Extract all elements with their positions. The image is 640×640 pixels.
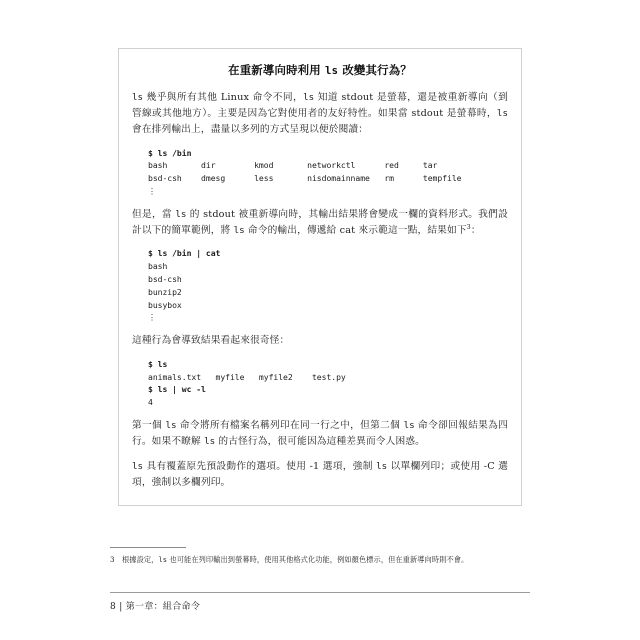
paragraph-4 (132, 418, 508, 450)
paragraph-4-text-e: 命令卻回報結果為四行。如果不瞭解 (132, 419, 508, 447)
paragraph-1-text-d: 知道 stdout 是螢幕，還是被重新導向（到管線或其他地方）。主要是因為它對使用者的友好特性。如果當 stdout 是螢幕時， (132, 91, 508, 119)
inline-code: ls (403, 419, 415, 431)
paragraph-5-text-b: 具有覆蓋原先預設動作的選項。使用 -1 選項，強制 (143, 460, 377, 472)
code-output-line: ⋮ (148, 312, 157, 323)
code-command: $ ls /bin (148, 147, 192, 158)
paragraph-2-text-e: 命令的輸出，傳遞給 cat 來示範這一點，結果如下 (244, 224, 467, 236)
paragraph-2 (132, 207, 508, 239)
code-output-line: animals.txt myfile myfile2 test.py (148, 371, 346, 382)
paragraph-4-text-a: 第一個 (132, 419, 166, 431)
code-block-1 (148, 147, 508, 198)
code-output-line: busybox (148, 299, 182, 310)
sidebar-title (132, 63, 508, 79)
code-block-3 (148, 358, 508, 409)
code-output-line: bash dir kmod networkctl red tar (148, 160, 438, 171)
footnote-body (122, 555, 468, 564)
inline-code: ls (204, 435, 216, 447)
sidebar-title-prefix: 在重新導向時利用 (228, 63, 326, 77)
code-output-line: bunzip2 (148, 286, 182, 297)
inline-code: ls (158, 556, 168, 564)
code-command: $ ls (148, 358, 168, 369)
paragraph-2-text-c: 的 stdout 被重新導向時，其輸出結果將會變成一欄的資料形式。我們設計以下的簡單範例，將 (132, 208, 508, 236)
inline-code: ls (496, 107, 508, 119)
page-number: 8 (110, 602, 117, 612)
code-block-2 (148, 247, 508, 324)
footnote-number: 3 (110, 555, 115, 564)
sidebar-callout-box (118, 48, 522, 506)
inline-code: ls (303, 91, 315, 103)
page-footer (110, 599, 200, 612)
footnote-marker: 3 (466, 222, 471, 231)
code-command: $ ls /bin | cat (148, 248, 221, 259)
paragraph-4-text-c: 命令將所有檔案名稱列印在同一行之中，但第二個 (176, 419, 404, 431)
chapter-title: 第一章：組合命令 (125, 602, 201, 612)
footer-divider (110, 592, 530, 593)
inline-code: ls (376, 460, 388, 472)
footnote-text-b: 也可能在列印輸出到螢幕時，使用其他格式化功能，例如顏色標示，但在重新導向時則不會。 (167, 555, 469, 564)
code-output-line: bsd-csh (148, 274, 182, 284)
inline-code: ls (165, 419, 177, 431)
sidebar-title-mono: ls (325, 65, 339, 77)
paragraph-4-text-g: 的古怪行為，很可能因為這種差異而令人困惑。 (215, 435, 425, 447)
paragraph-5 (132, 459, 508, 491)
paragraph-2-text-f: ： (470, 224, 481, 236)
code-output-line: bash (148, 261, 168, 272)
code-output-line: ⋮ (148, 185, 157, 196)
inline-code: ls (132, 460, 144, 472)
footnote-text-a: 根據設定， (122, 555, 159, 564)
inline-code: ls (175, 208, 187, 220)
code-output-line: bsd-csh dmesg less nisdomainname rm tempfile (148, 173, 462, 184)
code-command: $ ls | wc -l (148, 384, 206, 395)
paragraph-3: 這種行為會導致結果看起來很奇怪： (132, 335, 290, 347)
footer-separator: | (119, 602, 123, 612)
footnote (110, 554, 530, 567)
paragraph-1-text-f: 會在排列輸出上，盡量以多列的方式呈現以便於閱讀： (132, 123, 369, 135)
paragraph-1 (132, 90, 508, 138)
inline-code: ls (132, 91, 144, 103)
paragraph-1-text-b: 幾乎與所有其他 Linux 命令不同， (143, 91, 304, 103)
paragraph-5-text-d: 以單欄列印；或使用 -C 選項，強制以多欄列印。 (132, 460, 508, 488)
sidebar-title-suffix: 改變其行為？ (338, 63, 412, 77)
inline-code: ls (233, 224, 245, 236)
code-output-line: 4 (148, 397, 153, 408)
paragraph-2-text-a: 但是，當 (132, 208, 176, 220)
footnote-divider (110, 547, 186, 548)
